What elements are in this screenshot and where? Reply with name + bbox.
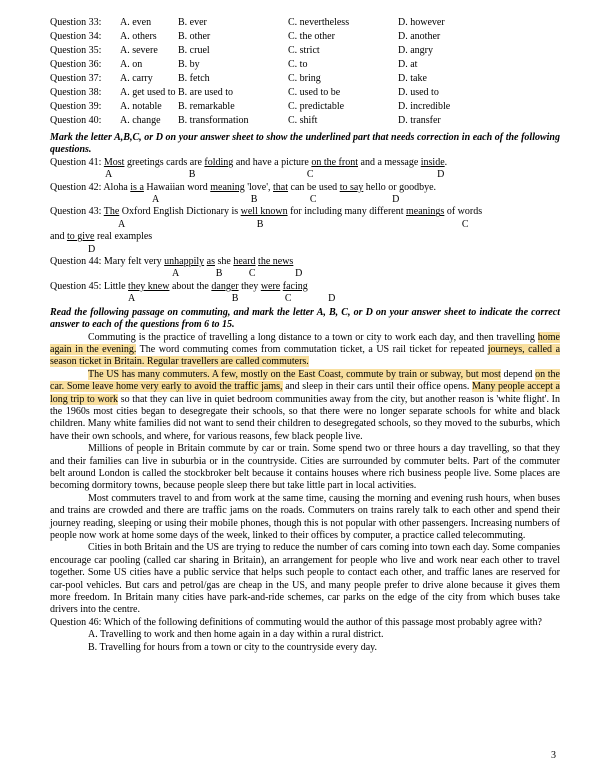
question-label: Question 35:	[50, 45, 102, 56]
underlined-segment: to say	[339, 181, 364, 193]
question-43-line2	[50, 231, 560, 243]
option-d: D. angry	[398, 45, 433, 56]
question-41	[50, 157, 560, 169]
question-label: Question 40:	[50, 115, 102, 126]
text-segment: Question 42: Aloha	[50, 181, 131, 193]
letter-a: A	[105, 169, 113, 181]
underlined-segment: Most	[103, 156, 125, 168]
text-segment: and	[50, 231, 67, 243]
option-c: C. shift	[288, 115, 318, 126]
option-a: A. severe	[120, 45, 158, 56]
question-46-stem: Question 46: Which of the following definitions of commuting would the author of this passage most probably agree with?	[50, 616, 542, 628]
text-segment: and a message	[358, 156, 421, 168]
option-a: A. others	[120, 31, 157, 42]
passage-paragraph-5	[50, 542, 560, 616]
text-segment: can be used	[288, 181, 340, 193]
text-segment: Most commuters travel to and from work at the same time, causing the morning and evening rush hours, when buses and trains are crowded and there are traffic jams on the roads. Commuters on trains rarely talk to each other and spend their journey reading, sleeping or using their mobile phones, though this is not popular with other passengers. Increasing numbers of people now work at home some days of the week, linked to their offices by computer, a practice called telecommuting.	[50, 492, 560, 541]
highlighted-segment: Many people accept a long trip to work	[50, 381, 560, 405]
option-d: D. take	[398, 73, 427, 84]
text-segment: Question 44: Mary felt very	[50, 256, 165, 268]
option-b: B. remarkable	[178, 101, 235, 112]
option-b: B. by	[178, 59, 200, 70]
text-segment: real examples	[94, 231, 153, 243]
letter-d: D	[392, 194, 400, 206]
underlined-segment: meanings	[406, 206, 445, 218]
option-b: B. fetch	[178, 73, 210, 84]
question-label: Question 37:	[50, 73, 102, 84]
text-segment: 'love',	[244, 181, 274, 193]
option-c: C. to	[288, 59, 308, 70]
underlined-segment: The	[103, 206, 120, 218]
underlined-segment: were	[260, 280, 281, 292]
option-c: C. the other	[288, 31, 335, 42]
text-segment: Millions of people in Britain commute by car or train. Some spend two or three hours a day travelling, so that they and their families can live in suburbia or in the countryside. Cities are surrounded by commuter belts. Part of the commuter belt around London is called the stockbroker belt because it contains houses where rich business people live. Some places are becoming dormitory towns, because people sleep there but take little part in local activities.	[50, 443, 560, 492]
reading-section-heading: Read the following passage on commuting, and mark the letter A, B, C, or D on your answer sheet to indicate the correct answer to each of the questions from 6 to 15.	[50, 306, 560, 331]
highlighted-segment: home again in the evening.	[50, 331, 560, 355]
question-43-line1	[50, 206, 560, 218]
text-segment: The word commuting comes from commutation ticket, a US rail ticket for repeated	[136, 343, 488, 355]
page-number: 3	[551, 750, 556, 761]
text-segment: Oxford English Dictionary is	[119, 206, 241, 218]
letter-b: B	[215, 268, 223, 280]
mcq-question-row	[50, 100, 560, 114]
underlined-segment: they knew	[128, 280, 170, 292]
option-c: C. used to be	[288, 87, 341, 98]
text-segment: Question 43:	[50, 206, 104, 218]
question-45	[50, 281, 560, 293]
letter-b: B	[256, 218, 264, 230]
text-segment: Question 41:	[50, 156, 104, 168]
option-d: D. at	[398, 59, 418, 70]
question-label: Question 36:	[50, 59, 102, 70]
underlined-segment: unhappily	[164, 256, 205, 268]
option-a: A. even	[120, 17, 152, 28]
text-segment: Cities in both Britain and the US are trying to reduce the number of cars coming into town each day. Some companies encourage car pooling (called car sharing in Britain), an arrangement for people who live and work near each other to travel together. Some US cities have a public service that helps such people to contact each other, and traffic lanes are reserved for car-pool vehicles. But cars and petrol/gas are cheap in the US, and many people prefer to drive alone because it gives them more freedom. In Britain many cities have park-and-ride schemes, car parks on the edge of the city from which buses take drivers into the centre.	[50, 542, 561, 616]
underlined-segment: inside	[420, 156, 445, 168]
mcq-question-row	[50, 30, 560, 44]
question-43-letters-abc	[50, 219, 560, 231]
underlined-segment: folding	[204, 156, 234, 168]
question-label: Question 39:	[50, 101, 102, 112]
passage-paragraph-4	[50, 493, 560, 543]
text-segment: greetings cards are	[124, 156, 205, 168]
letter-b: B	[188, 169, 196, 181]
text-segment: of words	[444, 206, 483, 218]
text-segment: Commuting is the practice of travelling a long distance to a town or city to work each day, and then travelling	[88, 331, 538, 343]
text-segment: they	[238, 280, 261, 292]
text-segment: .	[444, 156, 448, 168]
passage-paragraph-3	[50, 443, 560, 493]
text-segment: and sleep in their cars until their office opens.	[282, 381, 473, 393]
question-44-letters	[50, 268, 560, 280]
underlined-segment: to give	[66, 231, 95, 243]
passage-paragraph-1	[50, 332, 560, 369]
option-b: B. ever	[178, 17, 207, 28]
letter-d: D	[328, 293, 336, 305]
text-segment: Hawaiian word	[143, 181, 211, 193]
question-42-letters	[50, 194, 560, 206]
text-segment: and have a picture	[233, 156, 312, 168]
highlighted-segment: journeys, called a season ticket in Britain. Regular travellers are called commuters.	[50, 343, 561, 368]
option-c: C. nevertheless	[288, 17, 350, 28]
option-c: C. strict	[288, 45, 320, 56]
text-segment: depend	[500, 368, 536, 380]
question-43-letter-d	[50, 244, 560, 256]
option-c: C. bring	[288, 73, 321, 84]
letter-a: A	[172, 268, 180, 280]
option-c: C. predictable	[288, 101, 345, 112]
passage-paragraph-2	[50, 369, 560, 443]
mcq-table	[50, 16, 560, 128]
question-42	[50, 182, 560, 194]
text-segment: she	[214, 256, 234, 268]
underlined-segment: well known	[240, 206, 288, 218]
underlined-segment: danger	[211, 280, 239, 292]
option-b: B. transformation	[178, 115, 249, 126]
option-a: A. on	[120, 59, 143, 70]
underlined-segment: as	[206, 256, 215, 268]
underlined-segment: facing	[282, 280, 308, 292]
question-label: Question 38:	[50, 87, 102, 98]
letter-a: A	[152, 194, 160, 206]
option-d: D. used to	[398, 87, 439, 98]
option-b: B. other	[178, 31, 211, 42]
underlined-segment: on the front	[311, 156, 358, 168]
letter-c: C	[248, 268, 256, 280]
highlighted-segment: The US has many commuters. A few, mostly on the East Coast, commute by train or subway, but most	[88, 368, 501, 380]
letter-c: C	[284, 293, 292, 305]
letter-d: D	[88, 243, 96, 255]
underlined-segment: meaning	[210, 181, 245, 193]
mcq-question-row	[50, 86, 560, 100]
underlined-segment: the news	[258, 256, 294, 268]
question-46-option-b: B. Travelling for hours from a town or city to the countryside every day.	[88, 641, 378, 653]
letter-a: A	[128, 293, 136, 305]
correction-section-heading: Mark the letter A,B,C, or D on your answer sheet to show the underlined part that needs correction in each of the following questions.	[50, 132, 560, 156]
option-d: D. transfer	[398, 115, 441, 126]
option-a: A. notable	[120, 101, 162, 112]
option-d: D. another	[398, 31, 441, 42]
option-d: D. however	[398, 17, 445, 28]
mcq-question-row	[50, 72, 560, 86]
letter-d: D	[437, 169, 445, 181]
option-a: A. get used to	[120, 87, 176, 98]
question-46-option-a: A. Travelling to work and then home again in a day within a rural district.	[88, 629, 384, 641]
mcq-question-row	[50, 16, 560, 30]
question-45-letters	[50, 293, 560, 305]
letter-d: D	[295, 268, 303, 280]
mcq-question-row	[50, 58, 560, 72]
question-label: Question 34:	[50, 31, 102, 42]
underlined-segment: is a	[130, 181, 144, 193]
text-segment: so that they can live in quiet bedroom communities away from the city, but another reason is 'white flight'. In the 1960s most cities began to desegregate their schools, so that there were no longer separate schools for white and black children. Many white families did not want to send their children to desegregated schools, so they moved to the suburbs, which have their own schools, and where, for various reasons, few black people live.	[50, 393, 560, 442]
underlined-segment: heard	[233, 256, 256, 268]
text-segment: about the	[169, 280, 212, 292]
mcq-question-row	[50, 114, 560, 128]
text-segment: hello or goodbye.	[363, 181, 437, 193]
text-segment: for including many different	[287, 206, 406, 218]
letter-b: B	[250, 194, 258, 206]
letter-c: C	[309, 194, 317, 206]
option-b: B. are used to	[178, 87, 233, 98]
mcq-question-row	[50, 44, 560, 58]
option-d: D. incredible	[398, 101, 451, 112]
question-41-letters	[50, 169, 560, 181]
question-label: Question 33:	[50, 17, 102, 28]
option-a: A. carry	[120, 73, 153, 84]
underlined-segment: that	[273, 181, 289, 193]
question-44	[50, 256, 560, 268]
letter-c: C	[306, 169, 314, 181]
letter-c: C	[461, 218, 469, 230]
text-segment: Question 45: Little	[50, 280, 129, 292]
option-b: B. cruel	[178, 45, 210, 56]
highlighted-segment: on the car. Some leave home very early to avoid the traffic jams,	[50, 368, 560, 393]
letter-a: A	[118, 218, 126, 230]
letter-b: B	[231, 293, 239, 305]
option-a: A. change	[120, 115, 161, 126]
